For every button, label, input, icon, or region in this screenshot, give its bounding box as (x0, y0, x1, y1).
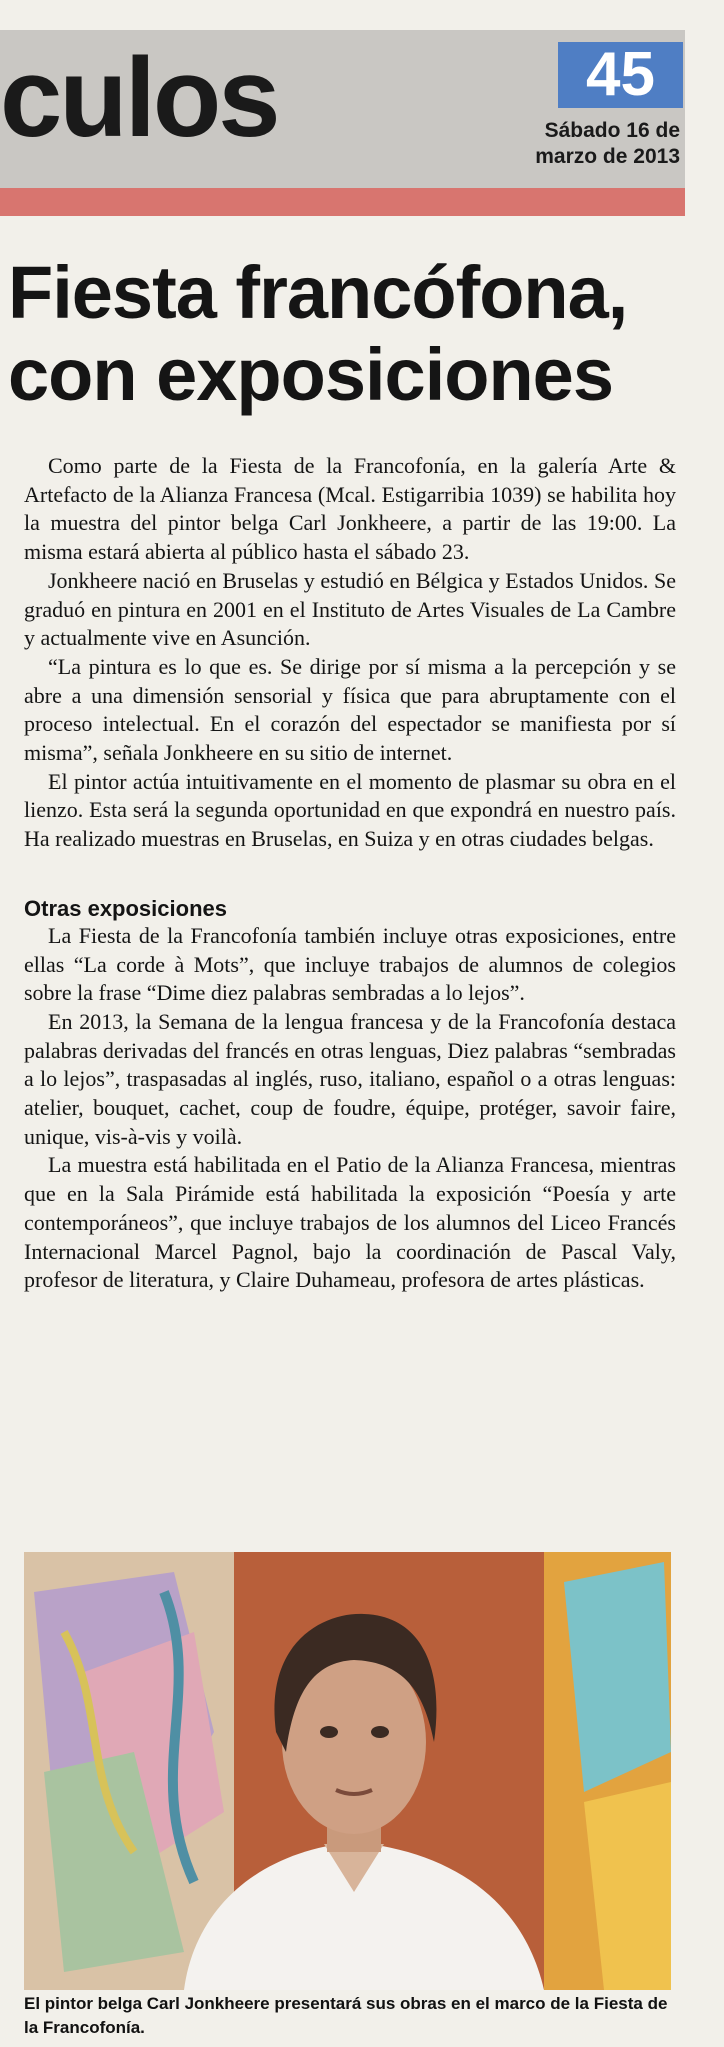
paragraph: Jonkheere nació en Bruselas y estudió en Bélgica y Estados Unidos. Se graduó en pintura en 2001 en el Instituto de Artes Visuales de La Cambre y actualmente vive en Asunción. (24, 567, 676, 651)
paragraph: En 2013, la Semana de la lengua francesa y de la Francofonía destaca palabras derivadas del francés en otras lenguas, Diez palabras “sembradas a lo lejos”, traspasadas al inglés, ruso, italiano, español o a otras lenguas: atelier, bouquet, cachet, coup de foudre, équipe, protéger, savoir faire, unique, vis-à-vis y voilà. (24, 1008, 676, 1149)
date-line-2: marzo de 2013 (535, 145, 680, 168)
headline-line-2: con exposiciones (8, 333, 613, 416)
paragraph: Como parte de la Fiesta de la Francofonía, en la galería Arte & Artefacto de la Alianza Francesa (Mcal. Estigarribia 1039) se habilita hoy la muestra del pintor belga Carl Jonkheere, a partir de las 19:00. La misma estará abierta al público hasta el sábado 23. (24, 453, 676, 565)
article-photo (24, 1552, 671, 1990)
section-subhead: Otras exposiciones (24, 895, 227, 921)
paragraph: La muestra está habilitada en el Patio de la Alianza Francesa, mientras que en la Sala Pirámide está habilitada la exposición “Poesía y arte contemporáneos”, que incluye trabajos de los alumnos del Liceo Francés Internacional Marcel Pagnol, bajo la coordinación de Pascal Valy, profesor de literatura, y Claire Duhameau, profesora de artes plásticas. (24, 1152, 676, 1293)
page-number-badge: 45 (558, 42, 683, 108)
date-line-1: Sábado 16 de (544, 119, 680, 142)
issue-date (500, 118, 680, 170)
paragraph: “La pintura es lo que es. Se dirige por sí misma a la percepción y se abre a una dimensión sensorial y física que para abruptamente con el proceso intelectual. En el corazón del espectador se manifiesta por sí misma”, señala Jonkheere en su sitio de internet. (24, 653, 676, 766)
article-body (24, 452, 676, 1295)
painter-portrait-illustration (24, 1552, 671, 1990)
paragraph: La Fiesta de la Francofonía también incluye otras exposiciones, entre ellas “La corde à Mots”, que incluye trabajos de alumnos de colegios sobre la frase “Dime diez palabras sembradas a lo lejos”. (24, 922, 676, 1006)
paragraph: El pintor actúa intuitivamente en el momento de plasmar su obra en el lienzo. Esta será la segunda oportunidad en que expondrá en nuestro país. Ha realizado muestras en Bruselas, en Suiza y en otras ciudades belgas. (24, 768, 676, 852)
header-divider-bar (0, 188, 685, 216)
photo-caption: El pintor belga Carl Jonkheere presentará sus obras en el marco de la Fiesta de la Francofonía. (24, 1994, 668, 2037)
article-headline (8, 252, 688, 416)
headline-line-1: Fiesta francófona, (8, 251, 628, 334)
section-title: culos (0, 35, 278, 160)
